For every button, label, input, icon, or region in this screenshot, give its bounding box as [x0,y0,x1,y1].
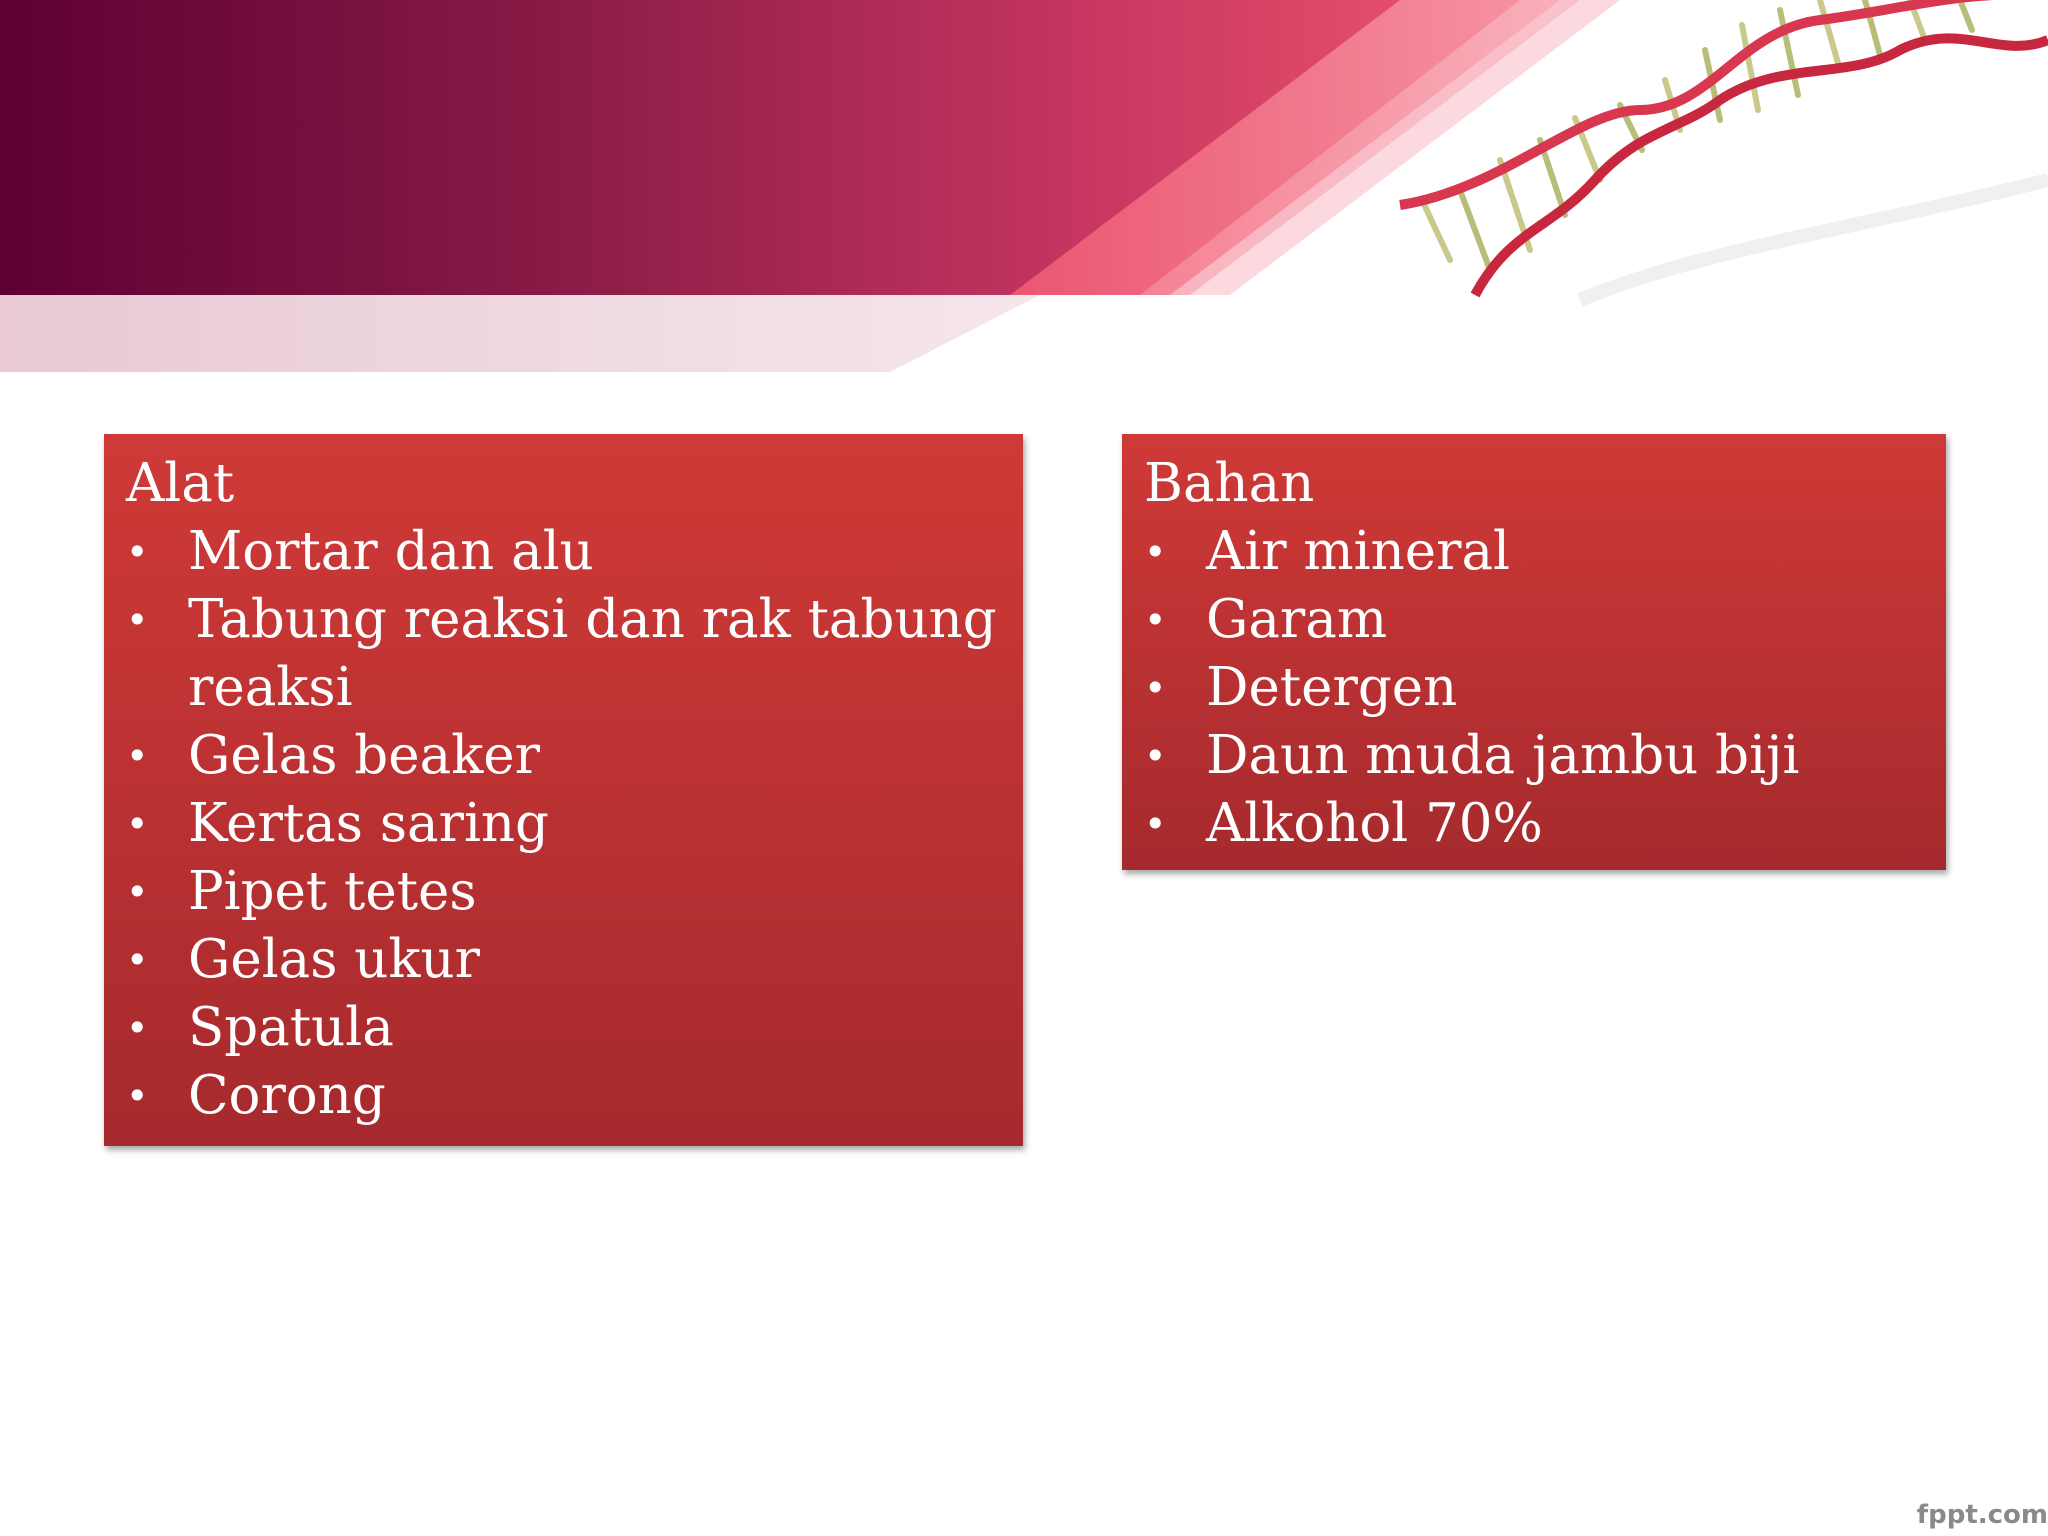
alat-box [104,434,1023,1146]
list-item: • Pipet tetes [126,858,1003,926]
list-item: • Kertas saring [126,790,1003,858]
bahan-title: Bahan [1144,453,1315,514]
bullet-icon: • [1144,530,1167,574]
bullet-icon: • [126,734,149,778]
list-item: • Air mineral [1144,518,1926,586]
bullet-icon: • [1144,598,1167,642]
dna-helix-icon [1380,0,2048,310]
alat-list [126,518,1003,1130]
bahan-box [1122,434,1946,870]
list-item: • Daun muda jambu biji [1144,722,1926,790]
bullet-icon: • [126,802,149,846]
list-item: • Detergen [1144,654,1926,722]
bullet-icon: • [1144,734,1167,778]
alat-title: Alat [126,453,235,514]
bullet-icon: • [126,530,149,574]
list-item: • Spatula [126,994,1003,1062]
list-item: • Alkohol 70% [1144,790,1926,858]
list-item: • Mortar dan alu [126,518,1003,586]
watermark-logo: fppt.com [1916,1500,2048,1530]
bahan-list [1144,518,1926,858]
list-item: • Tabung reaksi dan rak tabung reaksi [126,586,1003,722]
list-item: • Gelas ukur [126,926,1003,994]
bullet-icon: • [126,938,149,982]
bullet-icon: • [126,870,149,914]
bullet-icon: • [126,598,149,642]
list-item: • Gelas beaker [126,722,1003,790]
list-item: • Corong [126,1062,1003,1130]
bullet-icon: • [126,1006,149,1050]
bullet-icon: • [1144,802,1167,846]
bullet-icon: • [1144,666,1167,710]
list-item: • Garam [1144,586,1926,654]
bullet-icon: • [126,1074,149,1118]
